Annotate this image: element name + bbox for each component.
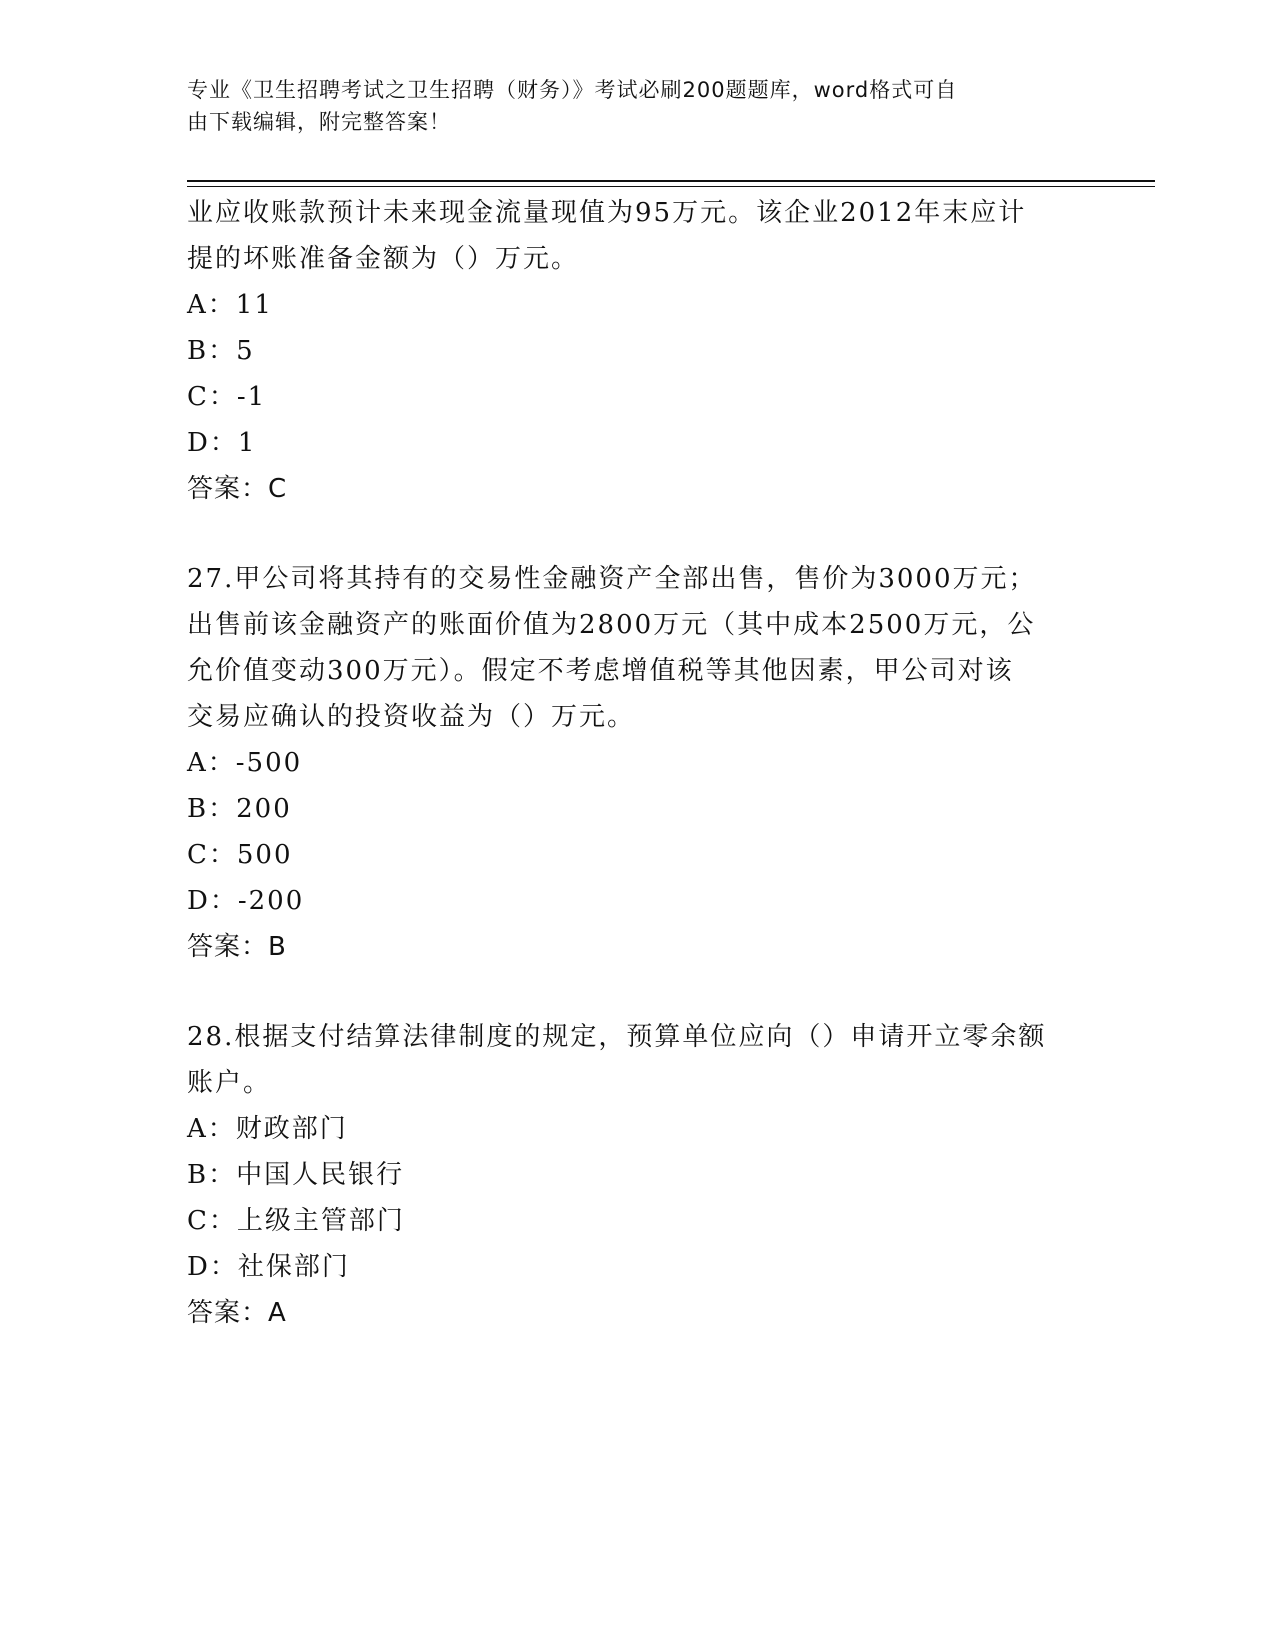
- question-27-option-d: D：-200: [187, 886, 305, 916]
- header-line-2: 由下载编辑，附完整答案！: [187, 110, 451, 134]
- question-27-text-line-1: 27.甲公司将其持有的交易性金融资产全部出售，售价为3000万元；: [187, 564, 1037, 594]
- question-27-text-line-2: 出售前该金融资产的账面价值为2800万元（其中成本2500万元，公: [187, 610, 1036, 640]
- question-27-option-b: B：200: [187, 794, 292, 824]
- question-26-option-b: B：5: [187, 336, 255, 366]
- spacer: [187, 970, 1087, 1014]
- question-28-option-c: C：上级主管部门: [187, 1206, 405, 1236]
- question-27-text-line-4: 交易应确认的投资收益为（）万元。: [187, 702, 636, 732]
- question-content: [187, 190, 1087, 1336]
- spacer: [187, 512, 1087, 556]
- question-28-text-line-2: 账户。: [187, 1068, 272, 1098]
- header-line-1: 专业《卫生招聘考试之卫生招聘（财务）》考试必刷200题题库，word格式可自: [187, 78, 958, 102]
- question-28-option-d: D：社保部门: [187, 1252, 350, 1282]
- question-28-answer: 答案：A: [187, 1298, 287, 1328]
- question-27: [187, 556, 1087, 970]
- question-28: [187, 1014, 1087, 1336]
- question-26-answer: 答案：C: [187, 474, 288, 504]
- question-28-option-a: A：财政部门: [187, 1114, 348, 1144]
- header-rule-thin: [187, 186, 1155, 187]
- question-26: [187, 190, 1087, 512]
- question-28-text-line-1: 28.根据支付结算法律制度的规定，预算单位应向（）申请开立零余额: [187, 1022, 1047, 1052]
- question-26-option-a: A：11: [187, 290, 273, 320]
- question-26-option-c: C：-1: [187, 382, 267, 412]
- question-26-option-d: D：1: [187, 428, 257, 458]
- question-26-text-line-2: 提的坏账准备金额为（）万元。: [187, 244, 580, 274]
- question-27-answer: 答案：B: [187, 932, 287, 962]
- question-26-text-line-1: 业应收账款预计未来现金流量现值为95万元。该企业2012年末应计: [187, 198, 1027, 228]
- question-27-option-a: A：-500: [187, 748, 303, 778]
- question-27-option-c: C：500: [187, 840, 293, 870]
- document-header: [187, 74, 1067, 138]
- header-rule-thick: [187, 180, 1155, 182]
- question-27-text-line-3: 允价值变动300万元）。假定不考虑增值税等其他因素，甲公司对该: [187, 656, 1014, 686]
- question-28-option-b: B：中国人民银行: [187, 1160, 405, 1190]
